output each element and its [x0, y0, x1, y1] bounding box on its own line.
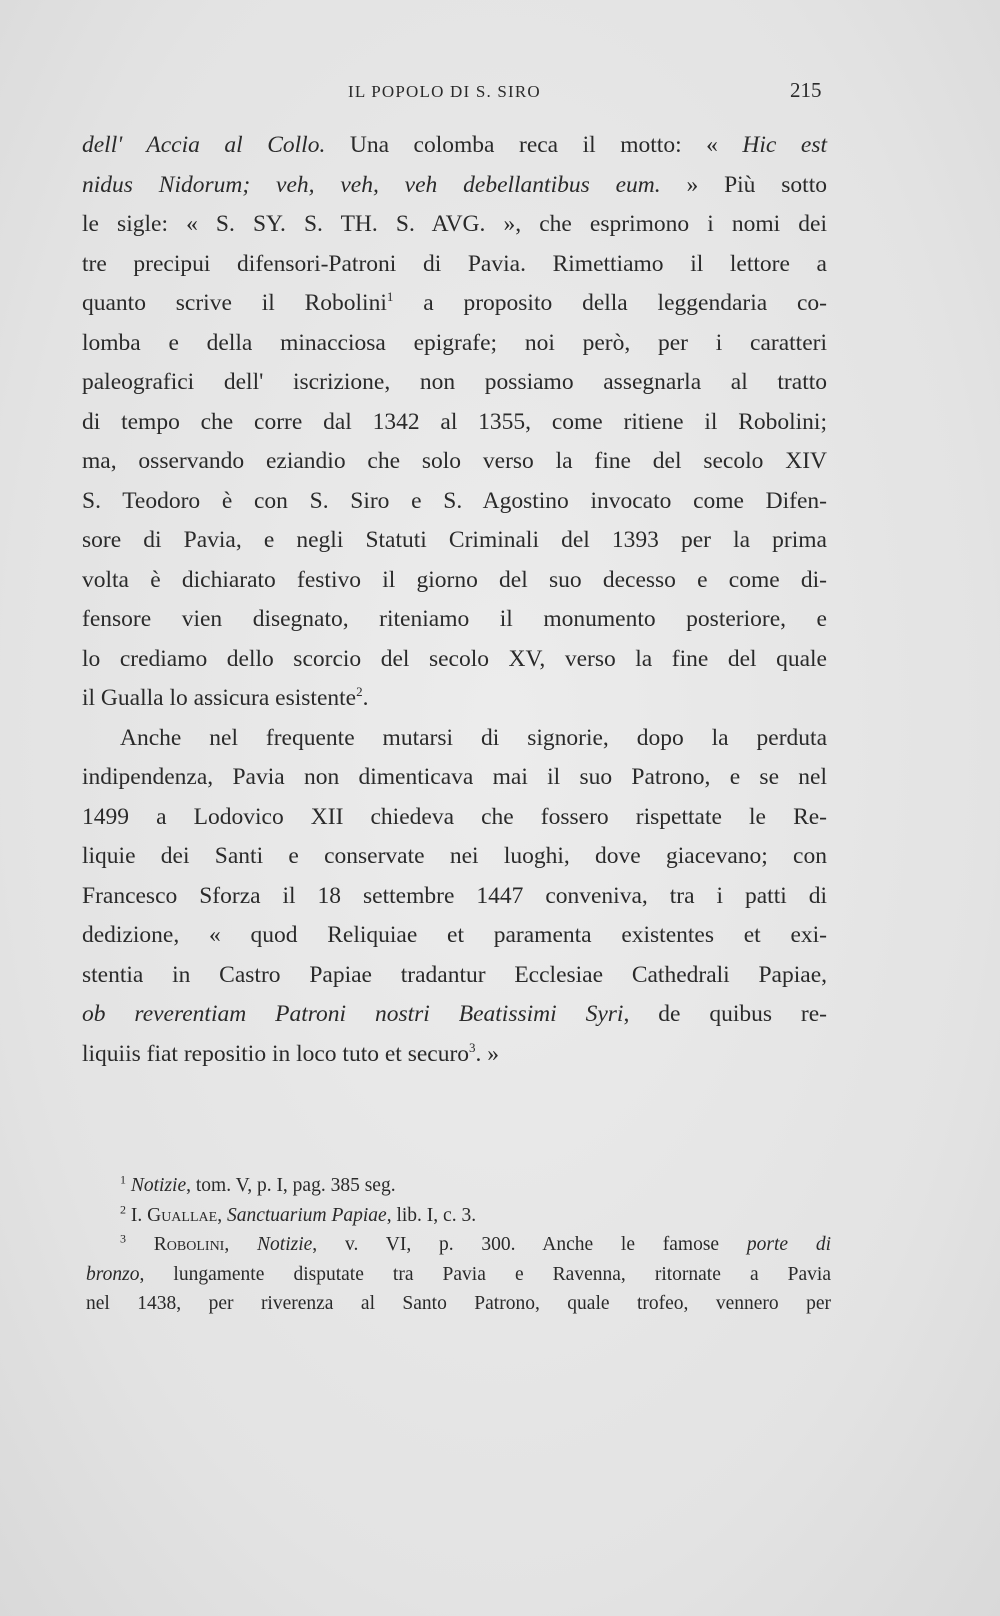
text-line [82, 995, 827, 1035]
running-title: IL POPOLO DI S. SIRO [348, 82, 541, 101]
footnote-3-line-3: nel 1438, per riverenza al Santo Patrono, quale trofeo, vennero per [86, 1293, 831, 1314]
text-line: Francesco Sforza il 18 settembre 1447 conveniva, tra i patti di [82, 882, 827, 909]
italic-text: Notizie [257, 1234, 313, 1255]
text-line: Anche nel frequente mutarsi di signorie, dopo la perduta [120, 724, 827, 751]
text-line: ma, osservando eziandio che solo verso la fine del secolo XIV [82, 448, 827, 474]
text-span: . [362, 685, 369, 711]
text-line: tre precipui difensori-Patroni di Pavia. Rimettiamo il lettore a [82, 250, 827, 277]
text-span: , [224, 1234, 258, 1255]
text-span: . » [475, 1040, 500, 1067]
text-line [82, 126, 827, 166]
text-span: quanto scrive il Robolini [82, 290, 387, 316]
text-span: Una colomba reca il motto: « [325, 132, 743, 158]
footnote-3 [86, 1230, 831, 1260]
text-line: di tempo che corre dal 1342 al 1355, come ritiene il Robolini; [82, 408, 827, 435]
author-name: I. Guallae [130, 1204, 218, 1226]
text-line: indipendenza, Pavia non dimenticava mai il suo Patrono, e se nel [82, 764, 827, 790]
italic-text: nidus Nidorum; veh, veh, veh debellantibus eum. [82, 171, 661, 198]
main-text [82, 126, 827, 1074]
text-span: » Più sotto [660, 171, 827, 198]
footnote-number: 2 [120, 1202, 126, 1216]
text-span: , [217, 1204, 227, 1226]
footnote-number: 1 [120, 1172, 126, 1187]
italic-text: Hic est [742, 132, 827, 158]
footnote-number: 3 [120, 1231, 126, 1246]
text-line: liquie dei Santi e conservate nei luoghi, dove giacevano; con [82, 843, 827, 869]
text-line [82, 166, 827, 206]
text-span: , de quibus re- [623, 1001, 827, 1027]
italic-text: Sanctuarium Papiae [226, 1204, 387, 1226]
paragraph-1 [82, 126, 827, 719]
text-line: paleografici dell' iscrizione, non possiamo assegnarla al tratto [82, 369, 827, 395]
text-span: liquiis fiat repositio in loco tuto et securo [82, 1040, 470, 1067]
running-header [0, 78, 1000, 108]
footnote-ref: 1 [386, 289, 394, 305]
text-line [82, 679, 827, 719]
author-name: Robolini [153, 1234, 225, 1255]
text-line: S. Teodoro è con S. Siro e S. Agostino invocato come Difen- [82, 487, 827, 514]
text-span: a proposito della leggendaria co- [393, 290, 827, 316]
footnote-3-line-2 [86, 1260, 831, 1290]
italic-text: Notizie [130, 1175, 187, 1196]
text-line [82, 284, 827, 324]
text-line: fensore vien disegnato, riteniamo il monumento posteriore, e [82, 606, 827, 632]
italic-text: ob reverentiam Patroni nostri Beatissimi Syri [82, 1001, 624, 1027]
text-span: il Gualla lo assicura esistente [82, 685, 357, 711]
text-span: , lungamente disputate tra Pavia e Ravenna, ritornate a Pavia [139, 1263, 831, 1285]
text-line: lo crediamo dello scorcio del secolo XV, verso la fine del quale [82, 645, 827, 672]
italic-text: bronzo [86, 1263, 140, 1285]
paragraph-2 [82, 719, 827, 1075]
text-line: sore di Pavia, e negli Statuti Criminali del 1393 per la prima [82, 527, 827, 553]
text-line: volta è dichiarato festivo il giorno del suo decesso e come di- [82, 566, 827, 593]
footnotes [86, 1171, 831, 1319]
text-span: , tom. V, p. I, pag. 385 seg. [186, 1175, 396, 1196]
italic-text: porte di [746, 1234, 831, 1255]
footnote-ref: 2 [356, 684, 363, 700]
text-line: lomba e della minacciosa epigrafe; noi però, per i caratteri [82, 329, 827, 356]
text-line: 1499 a Lodovico XII chiedeva che fossero rispettate le Re- [82, 803, 827, 830]
footnote-1 [86, 1171, 831, 1201]
text-span: , lib. I, c. 3. [386, 1204, 477, 1226]
text-line: stentia in Castro Papiae tradantur Ecclesiae Cathedrali Papiae, [82, 961, 827, 988]
footnote-2 [86, 1201, 831, 1231]
page-number: 215 [790, 78, 822, 102]
footnote-ref: 3 [469, 1039, 476, 1055]
italic-text: dell' Accia al Collo. [82, 132, 326, 158]
text-line: dedizione, « quod Reliquiae et paramenta existentes et exi- [82, 922, 827, 948]
text-line: le sigle: « S. SY. S. TH. S. AVG. », che esprimono i nomi dei [82, 211, 827, 237]
text-span: , v. VI, p. 300. Anche le famose [312, 1234, 747, 1255]
text-line [82, 1035, 827, 1075]
